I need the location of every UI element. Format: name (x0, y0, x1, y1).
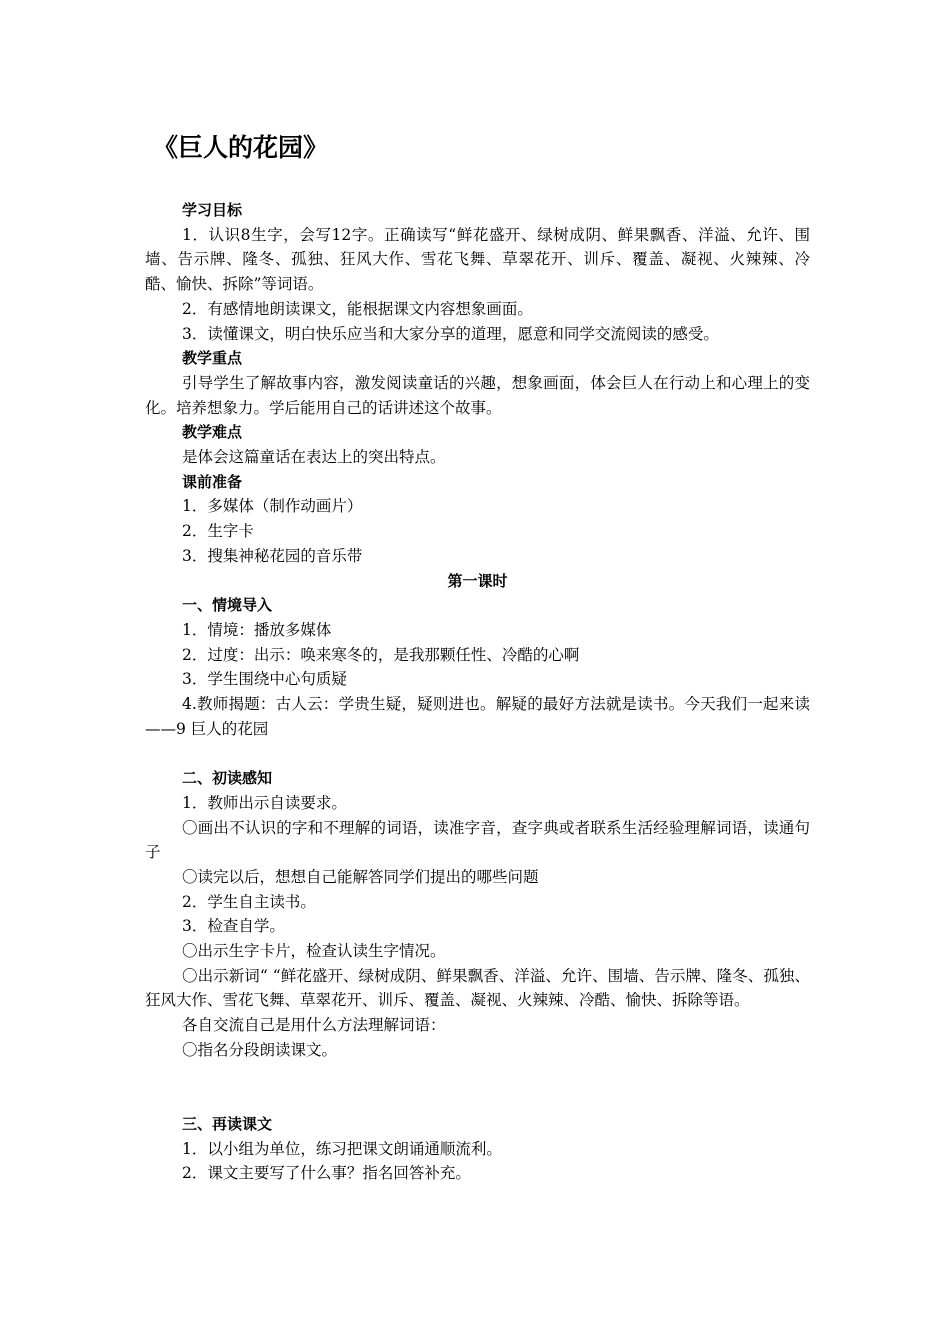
objective-item: 3．读懂课文，明白快乐应当和大家分享的道理，愿意和同学交流阅读的感受。 (182, 324, 719, 343)
section2-item: 各自交流自己是用什么方法理解词语： (182, 1016, 446, 1035)
section3-item: 1．以小组为单位，练习把课文朗诵通顺流利。 (182, 1139, 502, 1158)
key-points-text: 引导学生了解故事内容，激发阅读童话的兴趣，想象画面，体会巨人在行动上和心理上的变化。培养想象力。学后能用自己的话讲述这个故事。 (145, 373, 810, 417)
objectives-heading: 学习目标 (182, 201, 243, 219)
section2-item: 〇出示新词“ “鲜花盛开、绿树成阴、鲜果飘香、洋溢、允许、围墙、告示牌、隆冬、孤独、狂风大作、雪花飞舞、草翠花开、训斥、覆盖、凝视、火辣辣、冷酷、愉快、拆除等语。 (145, 966, 810, 1010)
section2-item: 〇读完以后，想想自己能解答同学们提出的哪些问题 (182, 867, 539, 886)
section3-heading: 三、再读课文 (182, 1114, 273, 1133)
section1-item: 1．情境：播放多媒体 (182, 620, 332, 639)
section2-item: 3．检查自学。 (182, 917, 285, 936)
section2-item: 〇出示生字卡片，检查认读生字情况。 (182, 942, 446, 961)
section1-item: 2．过度：出示：唤来寒冬的，是我那颗任性、冷酷的心啊 (182, 645, 580, 664)
preparation-item: 3．搜集神秘花园的音乐带 (182, 546, 363, 565)
objective-item: 2．有感情地朗读课文，能根据课文内容想象画面。 (182, 299, 533, 318)
preparation-item: 1．多媒体（制作动画片） (182, 497, 363, 516)
section1-item: 3．学生围绕中心句质疑 (182, 670, 347, 689)
spacer (145, 741, 810, 766)
lesson-heading: 第一课时 (447, 571, 508, 590)
spacer (145, 1087, 810, 1112)
section2-item: 1．教师出示自读要求。 (182, 793, 347, 812)
difficulty-text: 是体会这篇童话在表达上的突出特点。 (182, 448, 446, 467)
section2-item: 〇指名分段朗读课文。 (182, 1040, 338, 1059)
section2-item: 〇画出不认识的字和不理解的词语，读准字音，查字典或者联系生活经验理解词语，读通句子 (145, 818, 810, 862)
document-title: 《巨人的花园》 (153, 133, 329, 162)
document-body (145, 198, 810, 1186)
section1-item: 4.教师揭题：古人云：学贵生疑，疑则进也。解疑的最好方法就是读书。今天我们一起来读——9 巨人的花园 (145, 695, 810, 738)
preparation-item: 2．生字卡 (182, 522, 254, 541)
section3-item: 2．课文主要写了什么事？指名回答补充。 (182, 1164, 471, 1183)
difficulty-heading: 教学难点 (182, 423, 243, 442)
objective-item: 1．认识8生字，会写12字。正确读写“鲜花盛开、绿树成阴、鲜果飘香、洋溢、允许、围墙、告示牌、隆冬、孤独、狂风大作、雪花飞舞、草翠花开、训斥、覆盖、凝视、火辣辣、冷酷、愉快、拆除”等词语。 (145, 225, 810, 294)
section2-heading: 二、初读感知 (182, 769, 273, 788)
section2-item: 2．学生自主读书。 (182, 892, 316, 911)
section1-heading: 一、情境导入 (182, 596, 273, 615)
preparation-heading: 课前准备 (182, 472, 243, 491)
spacer (145, 1063, 810, 1088)
key-points-heading: 教学重点 (182, 349, 243, 368)
